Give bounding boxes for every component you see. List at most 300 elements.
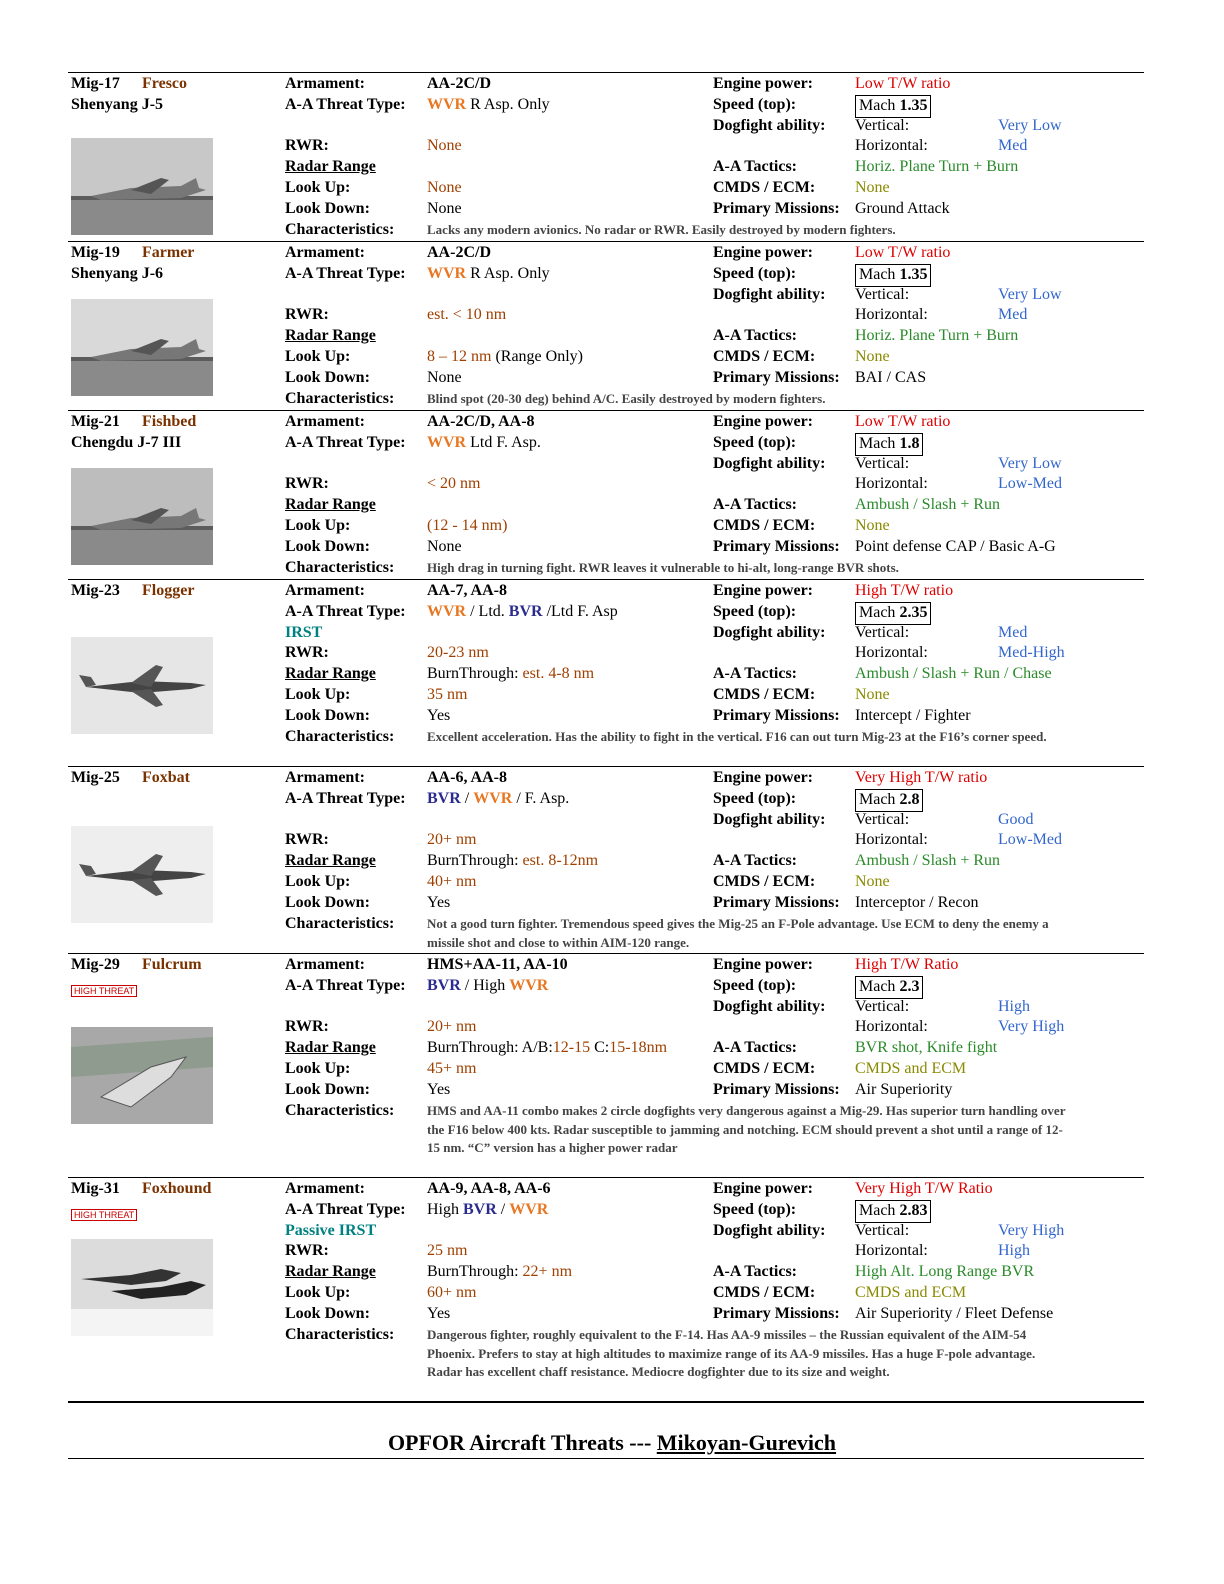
armament-value: AA-2C/D: [427, 244, 491, 261]
look-down-label: Look Down:: [285, 199, 370, 217]
aircraft-designation: Mig-21: [71, 413, 120, 430]
rwr-label: RWR:: [285, 306, 329, 324]
tactics-value: BVR shot, Knife fight: [855, 1039, 998, 1057]
tactics-label: A-A Tactics:: [713, 665, 797, 683]
top-speed-value: [855, 602, 931, 625]
armament-value: HMS+AA-11, AA-10: [427, 956, 568, 973]
dogfight-label: Dogfight ability:: [713, 454, 826, 472]
high-threat-badge: HIGH THREAT: [71, 985, 137, 997]
tactics-label: A-A Tactics:: [713, 1039, 797, 1057]
characteristics-text: High drag in turning fight. RWR leaves it vulnerable to hi-alt, long-range BVR shots.: [427, 560, 899, 576]
engine-power-value: Low T/W ratio: [855, 75, 951, 92]
look-up-value: [427, 1283, 476, 1304]
rwr-value: est. < 10 nm: [427, 306, 507, 324]
aircraft-nickname: Fresco: [142, 75, 188, 92]
top-speed-value: [855, 95, 931, 118]
cmds-ecm-value: None: [855, 179, 890, 196]
mach-prefix: Mach: [859, 790, 900, 808]
aircraft-designation: Mig-25: [71, 769, 120, 786]
characteristics-label: Characteristics:: [285, 220, 395, 238]
primary-missions-value: BAI / CAS: [855, 368, 927, 386]
rwr-label: RWR:: [285, 475, 329, 493]
threat-type-value: [427, 95, 550, 116]
vertical-label: Vertical:: [855, 285, 910, 303]
top-speed-label: Speed (top):: [713, 789, 797, 807]
footer-rule: [68, 1458, 1144, 1459]
tactics-label: A-A Tactics:: [713, 327, 797, 345]
rwr-label: RWR:: [285, 137, 329, 155]
mach-prefix: Mach: [859, 977, 900, 995]
threat-type-label: A-A Threat Type:: [285, 1200, 406, 1218]
row-divider: [68, 241, 1144, 242]
radar-range-label: Radar Range: [285, 1039, 376, 1057]
primary-missions-value: Interceptor / Recon: [855, 893, 979, 911]
look-up-label: Look Up:: [285, 686, 351, 703]
threat-type-label: A-A Threat Type:: [285, 95, 406, 113]
threat-segment: Ltd F. Asp.: [466, 433, 541, 451]
burnthrough-label: BurnThrough:: [427, 1263, 523, 1281]
engine-power-value: Low T/W ratio: [855, 244, 951, 261]
look-up-range: None: [427, 179, 462, 196]
dogfight-label: Dogfight ability:: [713, 810, 826, 828]
engine-power-label: Engine power:: [713, 413, 813, 430]
look-down-value: Yes: [427, 1080, 451, 1098]
vertical-label: Vertical:: [855, 1221, 910, 1239]
primary-missions-value: Ground Attack: [855, 199, 950, 217]
tactics-label: A-A Tactics:: [713, 852, 797, 870]
threat-segment: WVR: [427, 433, 467, 451]
aircraft-photo-mig21: [71, 468, 213, 565]
aircraft-nickname: Foxhound: [142, 1180, 212, 1197]
burnthrough-label: BurnThrough:: [427, 665, 523, 683]
aircraft-designation: Mig-31: [71, 1180, 120, 1197]
threat-segment: / Ltd.: [466, 602, 509, 620]
look-up-value: [427, 178, 462, 199]
cmds-ecm-label: CMDS / ECM:: [713, 517, 816, 534]
vertical-value: Very Low: [998, 454, 1062, 472]
threat-segment: /Ltd F. Asp: [542, 602, 618, 620]
cmds-ecm-value: None: [855, 517, 890, 534]
rwr-value: < 20 nm: [427, 475, 481, 493]
vertical-value: Very Low: [998, 116, 1062, 134]
threat-segment: R Asp. Only: [466, 264, 550, 282]
section-bottom-rule: [68, 1401, 1144, 1403]
top-speed-label: Speed (top):: [713, 976, 797, 994]
aircraft-entry: [68, 579, 1144, 766]
mach-number: 1.8: [899, 434, 920, 452]
page-title-prefix: OPFOR Aircraft Threats ---: [387, 1430, 657, 1455]
cmds-ecm-label: CMDS / ECM:: [713, 348, 816, 365]
armament-label: Armament:: [285, 769, 365, 786]
look-down-value: None: [427, 368, 462, 386]
mach-number: 1.35: [899, 96, 928, 114]
look-up-value: [427, 516, 507, 537]
primary-missions-label: Primary Missions:: [713, 1304, 840, 1322]
characteristics-label: Characteristics:: [285, 727, 395, 745]
characteristics-label: Characteristics:: [285, 1101, 395, 1119]
top-speed-value: [855, 789, 923, 812]
aircraft-nickname: Fulcrum: [142, 956, 202, 973]
cmds-ecm-value: None: [855, 873, 890, 890]
aircraft-entry: [68, 410, 1144, 579]
tactics-label: A-A Tactics:: [713, 158, 797, 176]
engine-power-value: High T/W ratio: [855, 582, 954, 599]
horizontal-value: Med: [998, 137, 1028, 155]
look-up-value: [427, 347, 583, 368]
aircraft-nickname: Fishbed: [142, 413, 197, 430]
characteristics-text: Excellent acceleration. Has the ability to fight in the vertical. F16 can out turn Mig-23 at the F16’s corner speed.: [427, 729, 1047, 745]
threat-type-value: [427, 602, 618, 623]
aircraft-photo-mig31: [71, 1239, 213, 1336]
armament-value: AA-6, AA-8: [427, 769, 507, 786]
threat-segment: / High: [460, 976, 510, 994]
armament-label: Armament:: [285, 1180, 365, 1197]
high-threat-badge: HIGH THREAT: [71, 1209, 137, 1221]
rwr-value: 20-23 nm: [427, 644, 489, 662]
mach-prefix: Mach: [859, 603, 900, 621]
horizontal-label: Horizontal:: [855, 831, 928, 849]
look-down-label: Look Down:: [285, 1080, 370, 1098]
rwr-label: RWR:: [285, 831, 329, 849]
horizontal-label: Horizontal:: [855, 306, 928, 324]
dogfight-label: Dogfight ability:: [713, 997, 826, 1015]
threat-type-value: [427, 1200, 548, 1221]
dogfight-label: Dogfight ability:: [713, 116, 826, 134]
mach-prefix: Mach: [859, 96, 900, 114]
horizontal-value: Low-Med: [998, 831, 1062, 849]
armament-value: AA-2C/D: [427, 75, 491, 92]
look-down-label: Look Down:: [285, 537, 370, 555]
top-speed-label: Speed (top):: [713, 602, 797, 620]
horizontal-label: Horizontal:: [855, 644, 928, 662]
look-up-value: [427, 872, 476, 893]
look-up-value: [427, 1059, 476, 1080]
look-up-label: Look Up:: [285, 1284, 351, 1301]
vertical-label: Vertical:: [855, 116, 910, 134]
engine-power-value: Low T/W ratio: [855, 413, 951, 430]
look-up-label: Look Up:: [285, 517, 351, 534]
characteristics-label: Characteristics:: [285, 389, 395, 407]
radar-range-label: Radar Range: [285, 327, 376, 345]
threat-segment: BVR: [463, 1200, 497, 1218]
row-divider: [68, 72, 1144, 73]
irst-sensor: Passive IRST: [285, 1221, 377, 1239]
aircraft-entry: [68, 241, 1144, 410]
burnthrough-variant: C:: [590, 1039, 610, 1057]
look-down-value: Yes: [427, 1304, 451, 1322]
vertical-value: Very High: [998, 1221, 1065, 1239]
radar-range-value: [427, 1262, 572, 1283]
characteristics-text: Not a good turn fighter. Tremendous speed gives the Mig-25 an F-Pole advantage. Use ECM to deny the enemy a missile shot and close to within AIM-120 range.: [427, 916, 1049, 950]
radar-range-label: Radar Range: [285, 852, 376, 870]
threat-segment: BVR: [427, 789, 461, 807]
horizontal-value: High: [998, 1242, 1030, 1260]
threat-segment: R Asp. Only: [466, 95, 550, 113]
dogfight-label: Dogfight ability:: [713, 285, 826, 303]
horizontal-label: Horizontal:: [855, 1242, 928, 1260]
aircraft-designation: Mig-29: [71, 956, 120, 973]
mach-prefix: Mach: [859, 265, 900, 283]
characteristics-label: Characteristics:: [285, 1325, 395, 1343]
cmds-ecm-label: CMDS / ECM:: [713, 686, 816, 703]
characteristics-text: Dangerous fighter, roughly equivalent to the F-14. Has AA-9 missiles – the Russian equivalent of the AIM-54 Phoenix. Prefers to stay at high altitudes to maximize range of its AA-9 missiles. Has a huge F-pole advantage. Radar has excellent chaff resistance. Mediocre dogfighter due to its size and weight.: [427, 1327, 1036, 1380]
rwr-label: RWR:: [285, 1018, 329, 1036]
burnthrough-range: est. 4-8 nm: [522, 665, 595, 683]
top-speed-value: [855, 976, 923, 999]
aircraft-designation: Mig-23: [71, 582, 120, 599]
threat-segment: High: [427, 1200, 463, 1218]
look-up-label: Look Up:: [285, 179, 351, 196]
aircraft-designation: Mig-19: [71, 244, 120, 261]
row-divider: [68, 766, 1144, 767]
top-speed-value: [855, 264, 931, 287]
threat-segment: WVR: [509, 1200, 549, 1218]
threat-segment: /: [496, 1200, 510, 1218]
horizontal-value: Low-Med: [998, 475, 1062, 493]
tactics-value: Ambush / Slash + Run: [855, 496, 1001, 514]
look-up-value: [427, 685, 467, 706]
top-speed-label: Speed (top):: [713, 1200, 797, 1218]
horizontal-label: Horizontal:: [855, 137, 928, 155]
look-down-label: Look Down:: [285, 1304, 370, 1322]
threat-segment: WVR: [427, 264, 467, 282]
look-up-range: (12 - 14 nm): [427, 517, 508, 534]
look-down-value: None: [427, 199, 462, 217]
threat-segment: BVR: [427, 976, 461, 994]
rwr-label: RWR:: [285, 1242, 329, 1260]
armament-value: AA-9, AA-8, AA-6: [427, 1180, 551, 1197]
horizontal-value: Med-High: [998, 644, 1065, 662]
threat-type-value: [427, 264, 550, 285]
aircraft-nickname: Farmer: [142, 244, 195, 261]
row-divider: [68, 579, 1144, 580]
threat-segment: /: [460, 789, 474, 807]
primary-missions-label: Primary Missions:: [713, 893, 840, 911]
burnthrough-label: BurnThrough: A/B:: [427, 1039, 553, 1057]
aircraft-photo-mig19: [71, 299, 213, 396]
threat-type-label: A-A Threat Type:: [285, 602, 406, 620]
engine-power-value: Very High T/W Ratio: [855, 1180, 993, 1197]
aircraft-entry: [68, 766, 1144, 953]
top-speed-label: Speed (top):: [713, 264, 797, 282]
primary-missions-label: Primary Missions:: [713, 199, 840, 217]
engine-power-label: Engine power:: [713, 582, 813, 599]
look-up-label: Look Up:: [285, 348, 351, 365]
rwr-value: None: [427, 137, 462, 155]
tactics-label: A-A Tactics:: [713, 496, 797, 514]
aircraft-photo-mig23: [71, 637, 213, 734]
threat-segment: WVR: [427, 95, 467, 113]
engine-power-value: Very High T/W ratio: [855, 769, 988, 786]
irst-sensor: IRST: [285, 623, 323, 641]
armament-label: Armament:: [285, 956, 365, 973]
aircraft-alt-name: Shenyang J-6: [71, 264, 164, 282]
look-up-range: 60+ nm: [427, 1284, 477, 1301]
dogfight-label: Dogfight ability:: [713, 623, 826, 641]
vertical-value: Good: [998, 810, 1034, 828]
vertical-label: Vertical:: [855, 454, 910, 472]
burnthrough-range: 12-15: [552, 1039, 591, 1057]
vertical-value: High: [998, 997, 1030, 1015]
mach-number: 2.8: [899, 790, 920, 808]
burnthrough-range: 22+ nm: [522, 1263, 573, 1281]
engine-power-label: Engine power:: [713, 1180, 813, 1197]
radar-range-label: Radar Range: [285, 496, 376, 514]
radar-range-value: [427, 1038, 667, 1059]
look-down-value: Yes: [427, 893, 451, 911]
armament-label: Armament:: [285, 413, 365, 430]
top-speed-label: Speed (top):: [713, 95, 797, 113]
tactics-value: Ambush / Slash + Run: [855, 852, 1001, 870]
aircraft-nickname: Flogger: [142, 582, 195, 599]
look-up-range: 40+ nm: [427, 873, 477, 890]
threat-type-label: A-A Threat Type:: [285, 433, 406, 451]
engine-power-label: Engine power:: [713, 244, 813, 261]
vertical-label: Vertical:: [855, 810, 910, 828]
aircraft-photo-mig17: [71, 138, 213, 235]
top-speed-label: Speed (top):: [713, 433, 797, 451]
radar-range-value: [427, 851, 598, 872]
characteristics-label: Characteristics:: [285, 558, 395, 576]
look-up-label: Look Up:: [285, 873, 351, 890]
mach-number: 1.35: [899, 265, 928, 283]
tactics-label: A-A Tactics:: [713, 1263, 797, 1281]
mach-number: 2.3: [899, 977, 920, 995]
cmds-ecm-label: CMDS / ECM:: [713, 179, 816, 196]
aircraft-designation: Mig-17: [71, 75, 120, 92]
characteristics-label: Characteristics:: [285, 914, 395, 932]
threat-type-value: [427, 976, 548, 997]
cmds-ecm-value: None: [855, 348, 890, 365]
horizontal-label: Horizontal:: [855, 1018, 928, 1036]
aircraft-alt-name: Chengdu J-7 III: [71, 433, 182, 451]
page-title-subject: Mikoyan-Gurevich: [656, 1430, 837, 1455]
primary-missions-label: Primary Missions:: [713, 706, 840, 724]
primary-missions-value: Air Superiority: [855, 1080, 953, 1098]
horizontal-label: Horizontal:: [855, 475, 928, 493]
aircraft-entry: [68, 72, 1144, 241]
look-down-value: None: [427, 537, 462, 555]
page-title: [0, 1430, 1224, 1456]
threat-segment: WVR: [473, 789, 513, 807]
look-down-label: Look Down:: [285, 368, 370, 386]
vertical-value: Med: [998, 623, 1028, 641]
aircraft-photo-mig25: [71, 826, 213, 923]
threat-type-value: [427, 433, 541, 454]
look-up-range: 45+ nm: [427, 1060, 477, 1077]
dogfight-label: Dogfight ability:: [713, 1221, 826, 1239]
cmds-ecm-label: CMDS / ECM:: [713, 873, 816, 890]
mach-prefix: Mach: [859, 1201, 900, 1219]
threat-segment: / F. Asp.: [512, 789, 570, 807]
aircraft-entry: [68, 1177, 1144, 1401]
look-up-label: Look Up:: [285, 1060, 351, 1077]
armament-label: Armament:: [285, 75, 365, 92]
aircraft-alt-name: Shenyang J-5: [71, 95, 164, 113]
tactics-value: Horiz. Plane Turn + Burn: [855, 158, 1019, 176]
threat-type-label: A-A Threat Type:: [285, 264, 406, 282]
mach-number: 2.83: [899, 1201, 928, 1219]
look-down-label: Look Down:: [285, 893, 370, 911]
horizontal-value: Very High: [998, 1018, 1065, 1036]
armament-label: Armament:: [285, 244, 365, 261]
radar-range-label: Radar Range: [285, 1263, 376, 1281]
look-up-range: 8 – 12 nm: [427, 348, 492, 365]
primary-missions-label: Primary Missions:: [713, 537, 840, 555]
mach-prefix: Mach: [859, 434, 900, 452]
top-speed-value: [855, 433, 923, 456]
cmds-ecm-label: CMDS / ECM:: [713, 1060, 816, 1077]
primary-missions-value: Point defense CAP / Basic A-G: [855, 537, 1056, 555]
tactics-value: Ambush / Slash + Run / Chase: [855, 665, 1052, 683]
armament-value: AA-2C/D, AA-8: [427, 413, 535, 430]
burnthrough-range-c: 15-18nm: [609, 1039, 668, 1057]
primary-missions-label: Primary Missions:: [713, 1080, 840, 1098]
threat-type-label: A-A Threat Type:: [285, 789, 406, 807]
threat-segment: BVR: [508, 602, 543, 620]
radar-range-label: Radar Range: [285, 158, 376, 176]
burnthrough-range: est. 8-12nm: [522, 852, 599, 870]
look-up-range: 35 nm: [427, 686, 468, 703]
rwr-label: RWR:: [285, 644, 329, 662]
threat-segment: WVR: [427, 602, 467, 620]
armament-value: AA-7, AA-8: [427, 582, 507, 599]
characteristics-text: Lacks any modern avionics. No radar or RWR. Easily destroyed by modern fighters.: [427, 222, 896, 238]
top-speed-value: [855, 1200, 931, 1223]
look-up-note: (Range Only): [491, 348, 583, 365]
aircraft-entry: [68, 953, 1144, 1177]
primary-missions-value: Air Superiority / Fleet Defense: [855, 1304, 1054, 1322]
look-down-value: Yes: [427, 706, 451, 724]
engine-power-value: High T/W Ratio: [855, 956, 959, 973]
vertical-label: Vertical:: [855, 623, 910, 641]
cmds-ecm-value: None: [855, 686, 890, 703]
horizontal-value: Med: [998, 306, 1028, 324]
cmds-ecm-label: CMDS / ECM:: [713, 1284, 816, 1301]
cmds-ecm-value: CMDS and ECM: [855, 1284, 967, 1301]
threat-segment: WVR: [509, 976, 549, 994]
rwr-value: 20+ nm: [427, 831, 477, 849]
burnthrough-label: BurnThrough:: [427, 852, 523, 870]
look-down-label: Look Down:: [285, 706, 370, 724]
tactics-value: Horiz. Plane Turn + Burn: [855, 327, 1019, 345]
primary-missions-value: Intercept / Fighter: [855, 706, 971, 724]
rwr-value: 25 nm: [427, 1242, 468, 1260]
row-divider: [68, 953, 1144, 954]
characteristics-text: Blind spot (20-30 deg) behind A/C. Easily destroyed by modern fighters.: [427, 391, 826, 407]
radar-range-value: [427, 664, 594, 685]
threat-type-label: A-A Threat Type:: [285, 976, 406, 994]
vertical-label: Vertical:: [855, 997, 910, 1015]
engine-power-label: Engine power:: [713, 769, 813, 786]
characteristics-text: HMS and AA-11 combo makes 2 circle dogfights very dangerous against a Mig-29. Has superior turn handling over the F16 below 400 kts. Radar susceptible to jamming and notching. ECM should prevent a shot until a range of 12-15 nm. “C” version has a higher power radar: [427, 1103, 1066, 1156]
aircraft-photo-mig29: [71, 1027, 213, 1124]
aircraft-nickname: Foxbat: [142, 769, 190, 786]
primary-missions-label: Primary Missions:: [713, 368, 840, 386]
threat-type-value: [427, 789, 569, 810]
engine-power-label: Engine power:: [713, 956, 813, 973]
tactics-value: High Alt. Long Range BVR: [855, 1263, 1035, 1281]
cmds-ecm-value: CMDS and ECM: [855, 1060, 967, 1077]
row-divider: [68, 410, 1144, 411]
row-divider: [68, 1177, 1144, 1178]
vertical-value: Very Low: [998, 285, 1062, 303]
radar-range-label: Radar Range: [285, 665, 376, 683]
rwr-value: 20+ nm: [427, 1018, 477, 1036]
engine-power-label: Engine power:: [713, 75, 813, 92]
armament-label: Armament:: [285, 582, 365, 599]
mach-number: 2.35: [899, 603, 928, 621]
